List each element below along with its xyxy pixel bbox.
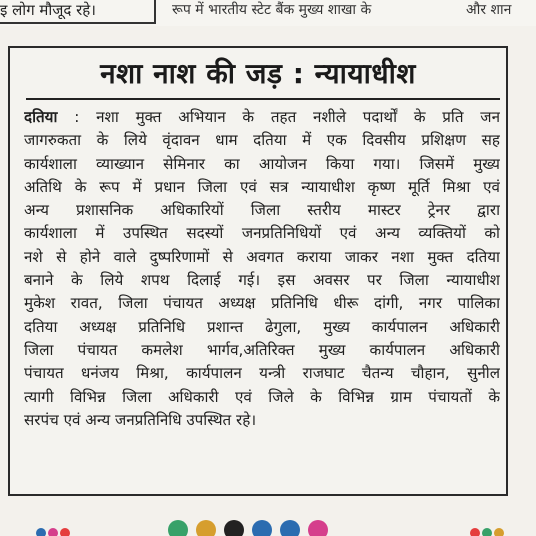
article-line-text: अन्य प्रशासनिक अधिकारियों जिला स्तरीय मास्टर ट्रेनर द्वारा — [24, 201, 500, 220]
registration-dot — [48, 528, 58, 536]
top-neighbor-strip — [0, 0, 536, 26]
article-line — [24, 153, 500, 176]
registration-dot — [168, 520, 188, 536]
article-line-text: बनाने के लिये शपथ दिलाई गई। इस अवसर पर जिला न्यायाधीश — [24, 271, 500, 290]
neighbor-column-left-text: इ लोग मौजूद रहे। — [0, 0, 156, 24]
registration-dot — [494, 528, 504, 536]
article-line — [24, 269, 500, 292]
article-line — [24, 176, 500, 199]
article-line-text: जिला पंचायत कमलेश भार्गव,अतिरिक्त मुख्य कार्यपालन अधिकारी — [24, 340, 500, 359]
article-body — [24, 106, 500, 432]
headline-divider — [26, 98, 500, 100]
registration-dot — [196, 520, 216, 536]
color-registration-strip — [0, 514, 536, 536]
registration-dot — [252, 520, 272, 536]
article-line-text: मुकेश रावत, जिला पंचायत अध्यक्ष प्रतिनिधि धीरू दांगी, नगर पालिका — [24, 294, 500, 313]
article-line — [24, 199, 500, 222]
article-line — [24, 129, 500, 152]
article-dateline: दतिया — [24, 108, 58, 126]
article-line — [24, 362, 500, 385]
article-line — [24, 106, 500, 129]
registration-dot — [482, 528, 492, 536]
article-line-text: जागरुकता के लिये वृंदावन धाम दतिया में एक दिवसीय प्रशिक्षण सह — [24, 131, 500, 150]
article-line-text: पंचायत धनंजय मिश्रा, कार्यपालन यन्त्री राजघाट चैतन्य चौहान, सुनील — [24, 364, 500, 383]
neighbor-column-right-text: और शान — [466, 2, 512, 18]
registration-dot — [60, 528, 70, 536]
article-line — [24, 222, 500, 245]
article-line-text: दतिया अध्यक्ष प्रतिनिधि प्रशान्त ढेगुला, मुख्य कार्यपालन अधिकारी — [24, 317, 500, 336]
registration-dot — [308, 520, 328, 536]
article-line-text: : नशा मुक्त अभियान के तहत नशीले पदार्थों के प्रति जन — [57, 108, 500, 126]
article-line — [24, 339, 500, 362]
article-line-text: नशे से होने वाले दुष्परिणामों से अवगत कराया जाकर नशा मुक्त दतिया — [24, 247, 500, 266]
article-line — [24, 386, 500, 409]
article-headline: नशा नाश की जड़ : न्यायाधीश — [100, 57, 416, 90]
neighbor-column-middle-text: रूप में भारतीय स्टेट बैंक मुख्य शाखा के — [172, 2, 372, 18]
article-line — [24, 292, 500, 315]
article-line — [24, 246, 500, 269]
article-line-text: त्यागी विभिन्न जिला अधिकारी एवं जिले के विभिन्न ग्राम पंचायतों के — [24, 387, 500, 406]
registration-dot — [224, 520, 244, 536]
registration-dot — [470, 528, 480, 536]
registration-dot — [36, 528, 46, 536]
article-line-text: सरपंच एवं अन्य जनप्रतिनिधि उपस्थित रहे। — [24, 410, 257, 429]
registration-dot — [280, 520, 300, 536]
article-line-text: अतिथि के रूप में प्रधान जिला एवं सत्र न्यायाधीश कृष्ण मूर्ति मिश्रा एवं — [24, 177, 500, 196]
article-line — [24, 409, 500, 432]
article-line — [24, 316, 500, 339]
news-article-box — [8, 46, 508, 496]
article-line-text: कार्यशाला व्याख्यान सेमिनार का आयोजन किया गया। जिसमें मुख्य — [24, 154, 500, 173]
article-line-text: कार्यशाला में उपस्थित सदस्यों जनप्रतिनिधियों एवं अन्य व्यक्तियों को — [24, 224, 500, 243]
